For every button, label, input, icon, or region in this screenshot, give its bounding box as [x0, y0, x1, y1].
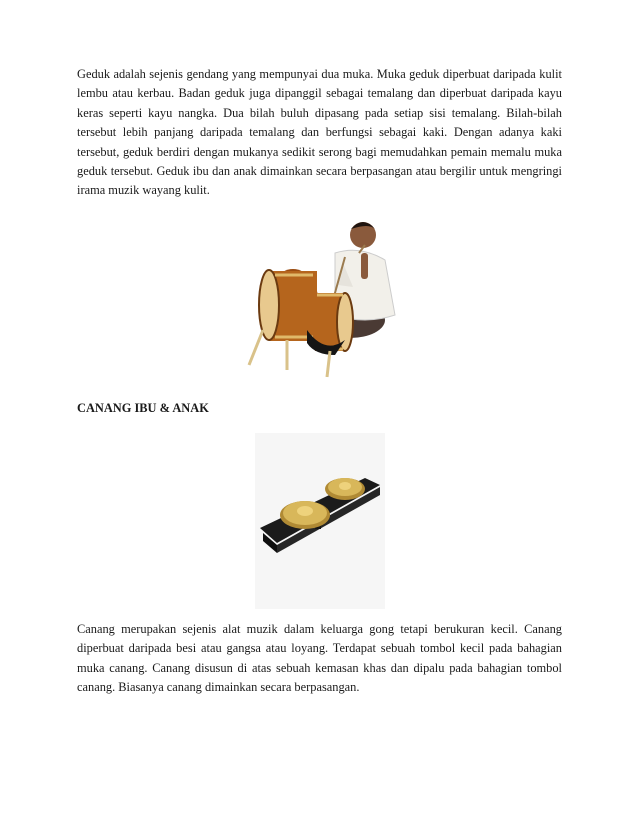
geduk-ibu-drum [249, 269, 319, 370]
canang-anak-gong [325, 478, 365, 500]
geduk-description: Geduk adalah sejenis gendang yang mempunyai dua muka. Muka geduk diperbuat daripada kulit lembu atau kerbau. Badan geduk juga dipanggil sebagai temalang dan diperbuat daripada kayu keras seperti kayu nangka. Dua bilah buluh dipasang pada setiap sisi temalang. Bilah-bilah tersebut lebih panjang daripada temalang dan berfungsi sebagai kaki. Dengan adanya kaki tersebut, geduk berdiri dengan mukanya sedikit serong bagi memudahkan pemain memalu muka geduk tersebut. Geduk ibu dan anak dimainkan secara berpasangan atau bergilir untuk mengringi irama muzik wayang kulit. [77, 67, 562, 198]
canang-description: Canang merupakan sejenis alat muzik dalam keluarga gong tetapi berukuran kecil. Canang diperbuat daripada besi atau gangsa atau loyang. Terdapat sebuah tombol kecil pada bahagian muka canang. Canang disusun di atas sebuah kemasan khas dan dipalu pada bahagian tombol canang. Biasanya canang dimainkan secara berpasangan. [77, 622, 562, 695]
canang-heading: CANANG IBU & ANAK [77, 401, 209, 415]
canang-ibu-anak-photo [255, 433, 385, 609]
geduk-player-photo [235, 205, 415, 385]
canang-ibu-gong [280, 501, 330, 529]
